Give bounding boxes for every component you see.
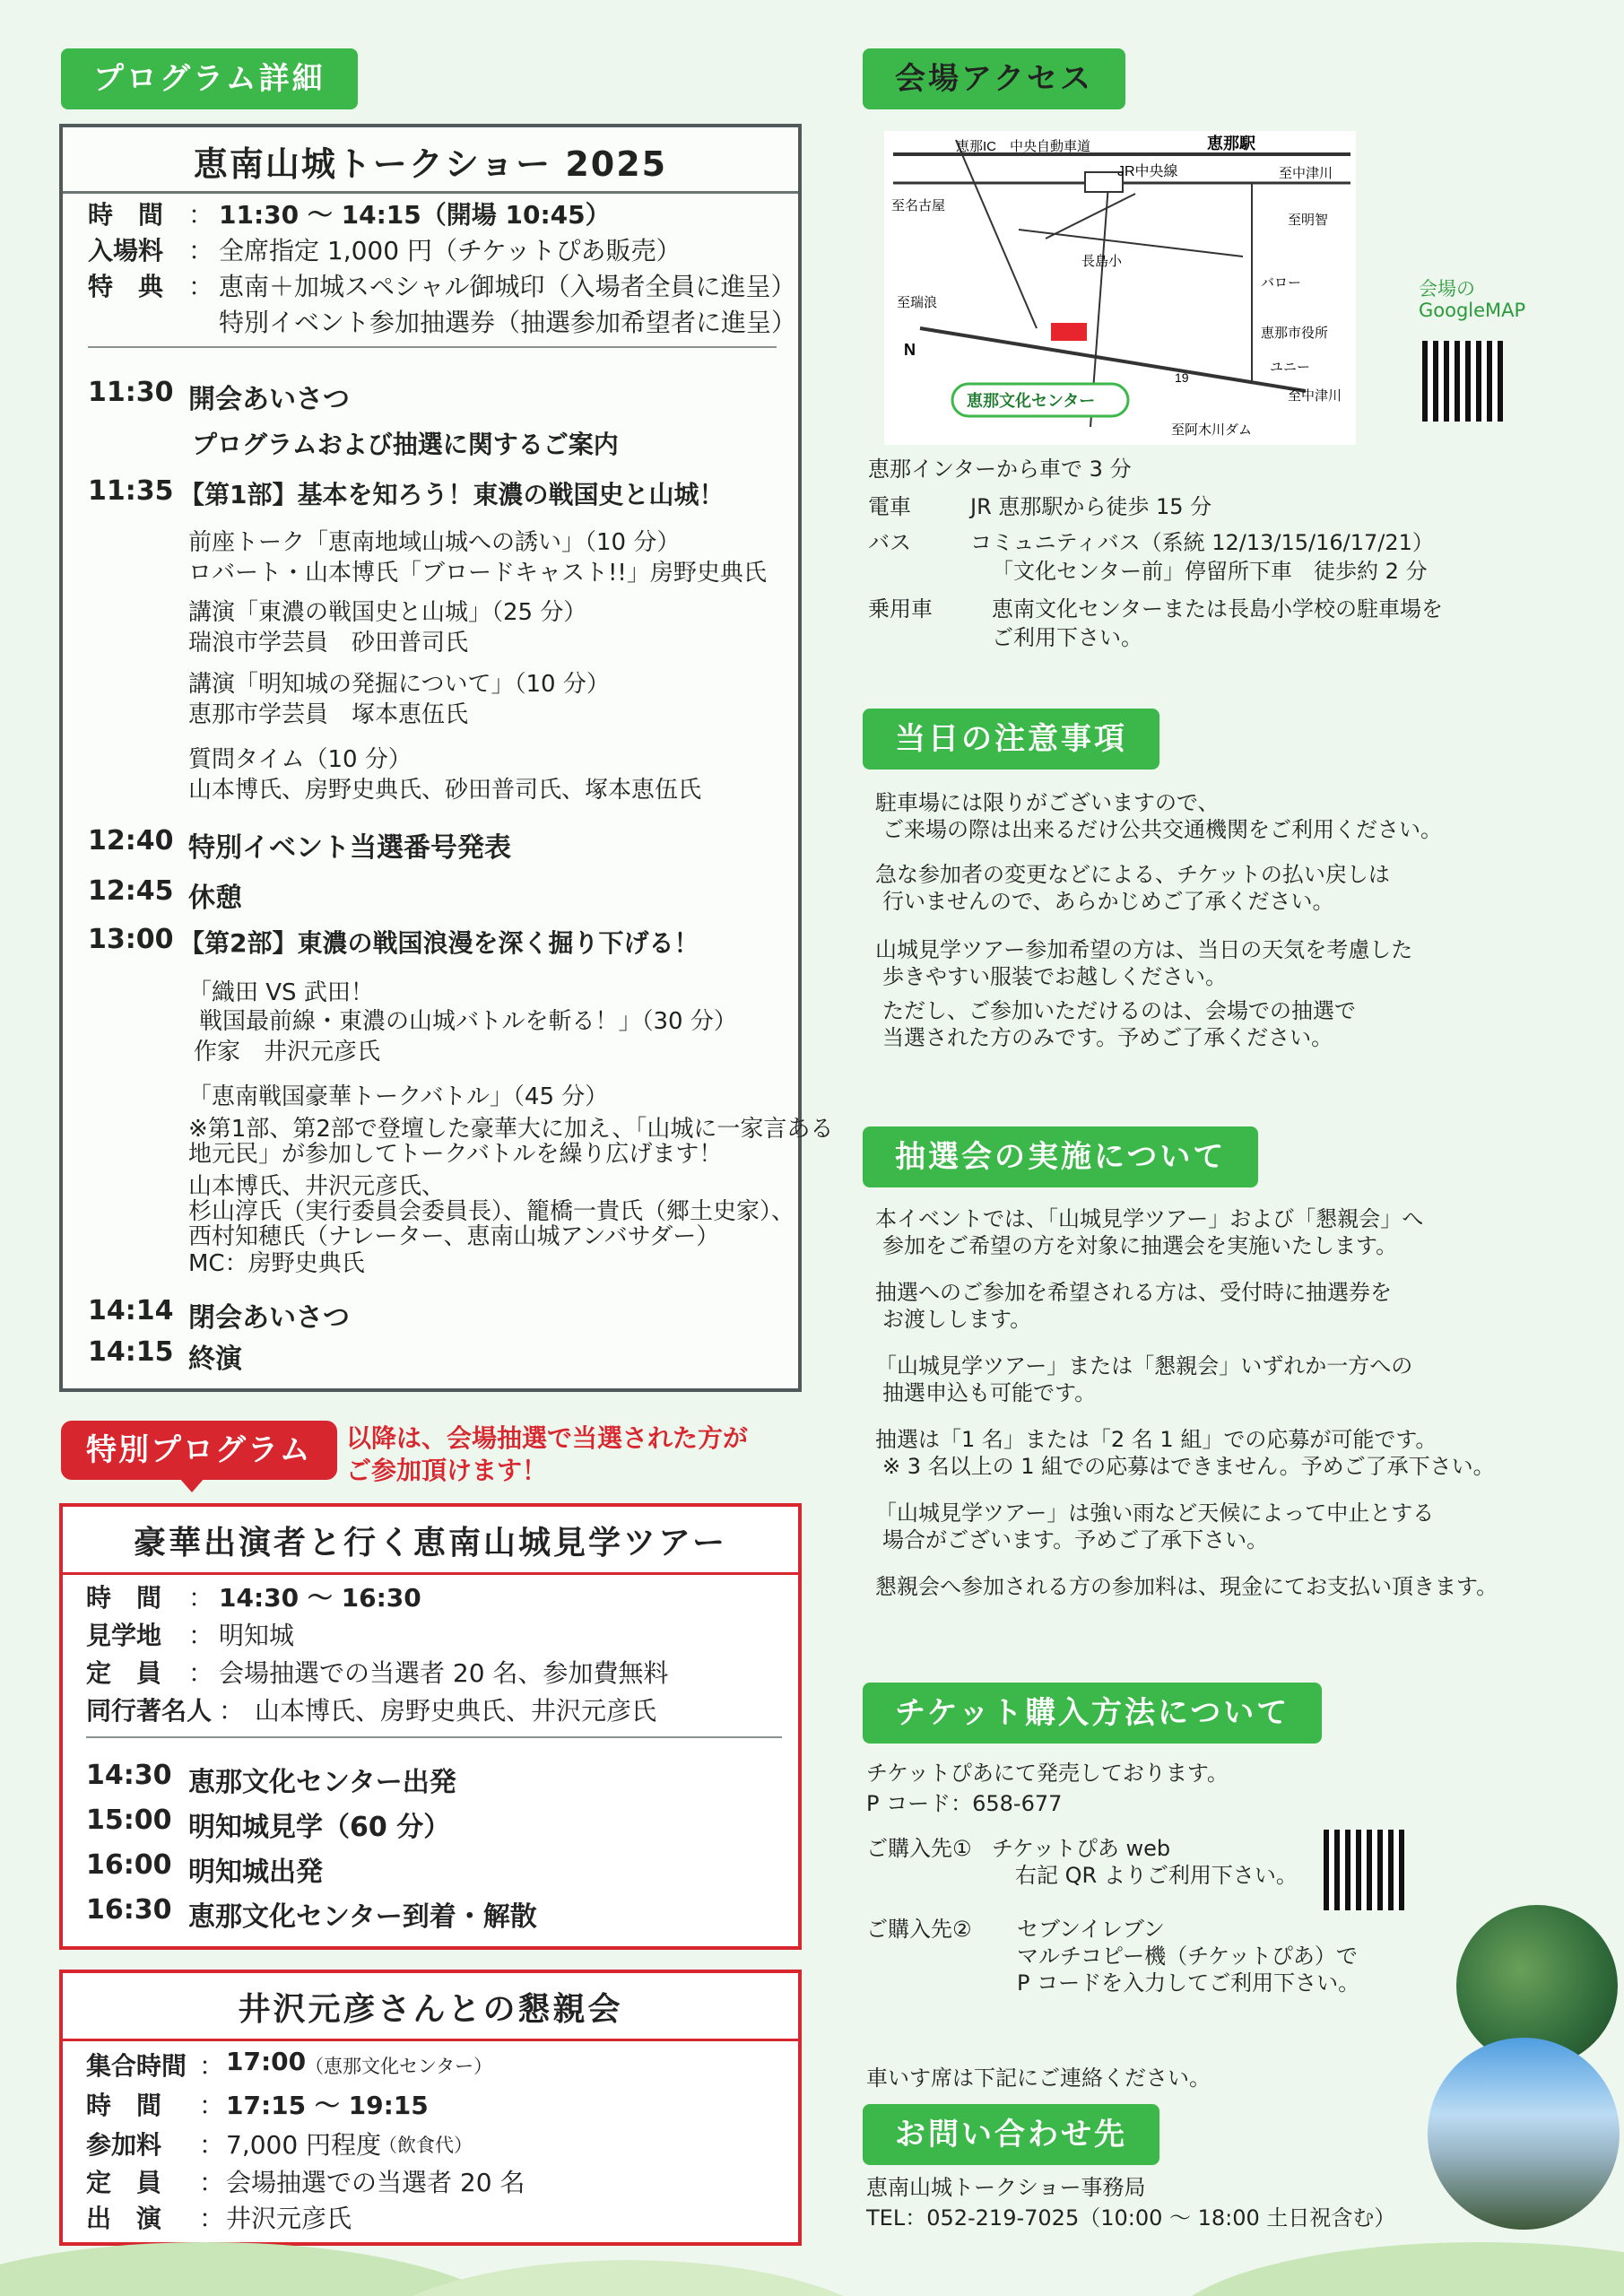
- party-label: 定 員: [86, 2168, 162, 2197]
- map-label: 至中津川: [1279, 166, 1333, 181]
- tour-label: 時 間: [86, 1583, 162, 1613]
- schedule-time: 11:35: [88, 475, 174, 507]
- lottery-line: 「山城見学ツアー」または「懇親会」いずれか一方への: [875, 1353, 1413, 1378]
- lottery-line: お渡しします。: [882, 1307, 1032, 1332]
- notice-line: ただし、ご参加いただけるのは、会場での抽選で: [882, 998, 1356, 1023]
- part2-item: 戦国最前線・東濃の山城バトルを斬る！」（30 分）: [199, 1008, 737, 1035]
- ticket-qr[interactable]: [1324, 1830, 1404, 1910]
- party-label: 時 間: [86, 2091, 162, 2120]
- ticket-buy2-label: ご購入先②: [866, 1917, 972, 1942]
- schedule-title: 閉会あいさつ: [188, 1302, 350, 1334]
- info-label-time: 時 間: [88, 200, 164, 230]
- info-value-bonus: 恵南＋加城スペシャル御城印（入場者全員に進呈）: [219, 272, 796, 301]
- access-bus-detail: コミュニティバス（系統 12/13/15/16/17/21）: [970, 530, 1434, 555]
- lottery-line: ※ 3 名以上の 1 組での応募はできません。予めご了承下さい。: [882, 1454, 1495, 1479]
- map-label: JR中央線: [1117, 164, 1178, 179]
- notice-line: 駐車場には限りがございますので、: [875, 790, 1220, 815]
- party-title: 井沢元彦さんとの懇親会: [63, 1973, 798, 2041]
- notice-line: 行いませんので、あらかじめご了承ください。: [882, 889, 1334, 914]
- party-note: （恵那文化センター）: [305, 2056, 493, 2077]
- tour-time: 14:30: [86, 1760, 172, 1791]
- ticket-line1: チケットぴあにて発売しております。: [866, 1761, 1229, 1786]
- map-label: 恵那IC: [956, 139, 997, 154]
- party-value: 会場抽選での当選者 20 名: [226, 2168, 525, 2197]
- ticket-buy2-line: P コードを入力してご利用下さい。: [1017, 1970, 1360, 1996]
- part1-item: 瑞浪市学芸員 砂田普司氏: [188, 630, 469, 657]
- tour-step: 明知城見学（60 分）: [188, 1812, 451, 1843]
- access-train-detail: JR 恵那駅から徒歩 15 分: [970, 494, 1212, 519]
- tour-step: 明知城出発: [188, 1857, 323, 1888]
- map-svg: [884, 131, 1356, 445]
- access-train-label: 電車: [868, 494, 911, 519]
- special-note-line2: ご参加頂けます！: [346, 1456, 548, 1485]
- map-label: 至明智: [1288, 213, 1329, 228]
- part1-item: 質問タイム（10 分）: [188, 746, 412, 773]
- lottery-line: 本イベントでは、「山城見学ツアー」および「懇親会」へ: [875, 1206, 1424, 1231]
- party-label: 集合時間: [86, 2051, 187, 2081]
- access-header: 会場アクセス: [863, 48, 1125, 109]
- map-label: 中央自動車道: [1010, 139, 1091, 154]
- schedule-time: 12:40: [88, 825, 174, 857]
- map-label: 19: [1175, 370, 1189, 385]
- ticket-buy1-label: ご購入先①: [866, 1836, 972, 1861]
- gmap-label-2: GoogleMAP: [1419, 300, 1526, 321]
- access-bus-label: バス: [868, 530, 911, 555]
- info-label-bonus: 特 典: [88, 272, 164, 301]
- divider: [88, 346, 777, 348]
- divider: [86, 1736, 782, 1738]
- map-label: 至瑞浪: [897, 295, 938, 310]
- schedule-time: 13:00: [88, 924, 174, 955]
- contact-header: お問い合わせ先: [863, 2104, 1159, 2165]
- access-item-1: 恵那インターから車で 3 分: [868, 457, 1132, 482]
- map-label: N: [904, 341, 916, 359]
- lottery-line: 「山城見学ツアー」は強い雨など天候によって中止とする: [875, 1500, 1435, 1526]
- special-badge: 特別プログラム: [61, 1421, 337, 1480]
- party-box: [59, 1970, 802, 2246]
- part2-item: MC：房野史典氏: [188, 1250, 365, 1277]
- schedule-time: 14:14: [88, 1295, 174, 1326]
- tour-step: 恵那文化センター到着・解散: [188, 1901, 537, 1933]
- party-label: 参加料: [86, 2130, 162, 2160]
- part2-item: 作家 井沢元彦氏: [194, 1039, 381, 1065]
- party-label: 出 演: [86, 2204, 162, 2233]
- notice-line: 当選された方のみです。予めご了承ください。: [882, 1025, 1333, 1050]
- notice-line: ご来場の際は出来るだけ公共交通機関をご利用ください。: [882, 817, 1442, 842]
- lottery-line: 抽選へのご参加を希望される方は、受付時に抽選券を: [875, 1280, 1392, 1305]
- schedule-time: 12:45: [88, 875, 174, 907]
- gmap-label-1: 会場の: [1419, 278, 1475, 300]
- venue-map: [884, 131, 1356, 445]
- special-note-line1: 以降は、会場抽選で当選された方が: [346, 1423, 749, 1453]
- schedule-title: 終演: [188, 1344, 242, 1375]
- schedule-title: プログラムおよび抽選に関するご案内: [192, 430, 619, 459]
- part1-item: ロバート・山本博氏「ブロードキャスト!!」房野史典氏: [188, 560, 767, 587]
- tour-time: 16:30: [86, 1894, 172, 1926]
- map-label: 恵那市役所: [1261, 326, 1329, 341]
- info-value-fee: 全席指定 1,000 円（チケットぴあ販売）: [219, 236, 682, 265]
- schedule-title: 開会あいさつ: [188, 384, 350, 415]
- access-car-label: 乗用車: [868, 596, 933, 622]
- tour-value: 山本博氏、房野史典氏、井沢元彦氏: [255, 1696, 657, 1726]
- ticket-buy1-line: チケットぴあ web: [992, 1836, 1171, 1861]
- part1-item: 山本博氏、房野史典氏、砂田普司氏、塚本恵伍氏: [188, 777, 702, 804]
- tour-title: 豪華出演者と行く恵南山城見学ツアー: [63, 1507, 798, 1575]
- tour-time: 15:00: [86, 1805, 172, 1836]
- lottery-header: 抽選会の実施について: [863, 1126, 1258, 1187]
- party-value: 17:15 〜 19:15: [226, 2091, 429, 2120]
- lottery-line: 参加をご希望の方を対象に抽選会を実施いたします。: [882, 1233, 1398, 1258]
- schedule-title: 【第2部】東濃の戦国浪漫を深く掘り下げる！: [179, 928, 699, 958]
- access-car-detail: ご利用下さい。: [992, 625, 1142, 650]
- schedule-title: 特別イベント当選番号発表: [188, 832, 511, 864]
- part1-item: 前座トーク「恵南地域山城への誘い」（10 分）: [188, 529, 681, 556]
- part2-item: 「恵南戦国豪華トークバトル」（45 分）: [188, 1083, 609, 1110]
- info-value-time: 11:30 〜 14:15（開場 10:45）: [219, 200, 611, 230]
- landscape-photo: [1428, 2038, 1620, 2230]
- part2-item: 山本博氏、井沢元彦氏、: [188, 1173, 446, 1200]
- part2-item: 西村知穂氏（ナレーター、恵南山城アンバサダー）: [188, 1223, 720, 1250]
- party-value: 7,000 円程度: [226, 2130, 382, 2160]
- tour-time: 16:00: [86, 1849, 172, 1881]
- map-label: 長島小: [1081, 254, 1123, 269]
- tour-value: 14:30 〜 16:30: [219, 1583, 421, 1613]
- schedule-title: 休憩: [188, 883, 242, 914]
- tour-label: 同行著名人: [86, 1696, 213, 1726]
- map-label: ユニー: [1270, 360, 1311, 375]
- lottery-line: 懇親会へ参加される方の参加料は、現金にてお支払い頂きます。: [875, 1574, 1498, 1599]
- decor-hill: [1166, 2242, 1624, 2296]
- lottery-line: 抽選申込も可能です。: [882, 1380, 1097, 1405]
- info-label-fee: 入場料: [88, 236, 164, 265]
- party-value: 井沢元彦氏: [226, 2204, 352, 2233]
- tour-value: 会場抽選での当選者 20 名、参加費無料: [219, 1658, 669, 1688]
- notice-header: 当日の注意事項: [863, 709, 1159, 770]
- access-bus-detail: 「文化センター前」停留所下車 徒歩約 2 分: [992, 559, 1428, 584]
- map-label: 恵那駅: [1207, 135, 1255, 152]
- part2-item: 杉山淳氏（実行委員会委員長）、籠橋一貴氏（郷土史家）、: [188, 1198, 795, 1225]
- info-value-bonus2: 特別イベント参加抽選券（抽選参加希望者に進呈）: [219, 308, 797, 337]
- schedule-title: 【第1部】基本を知ろう！東濃の戦国史と山城！: [179, 480, 725, 509]
- map-label: バロー: [1261, 275, 1302, 291]
- map-label: 至中津川: [1288, 388, 1342, 404]
- part2-item: ※第1部、第2部で登壇した豪華大に加え、「山城に一家言ある: [188, 1116, 834, 1143]
- part2-item: 地元民」が参加してトークバトルを繰り広げます！: [188, 1141, 723, 1168]
- badge-pointer: [179, 1478, 204, 1492]
- map-label: 至名古屋: [891, 198, 946, 213]
- notice-line: 歩きやすい服装でお越しください。: [882, 964, 1227, 989]
- ticket-pcode: P コード：658-677: [866, 1791, 1063, 1816]
- party-note: （飲食代）: [378, 2135, 473, 2156]
- program-title: 恵南山城トークショー 2025: [63, 127, 798, 194]
- tour-value: 明知城: [219, 1621, 295, 1650]
- lottery-line: 場合がございます。予めご了承下さい。: [882, 1527, 1269, 1552]
- contact-tel: TEL：052-219-7025（10:00 〜 18:00 土日祝含む）: [866, 2205, 1396, 2231]
- ticket-buy2-line: セブンイレブン: [1017, 1917, 1165, 1942]
- ticket-header: チケット購入方法について: [863, 1683, 1322, 1744]
- ticket-buy2-line: マルチコピー機（チケットぴあ）で: [1017, 1944, 1358, 1969]
- wheelchair-note: 車いす席は下記にご連絡ください。: [866, 2066, 1211, 2091]
- tour-step: 恵那文化センター出発: [188, 1767, 456, 1798]
- part1-item: 講演「東濃の戦国史と山城」（25 分）: [188, 599, 587, 626]
- schedule-time: 11:30: [88, 377, 174, 408]
- ticket-buy1-line: 右記 QR よりご利用下さい。: [1015, 1863, 1298, 1888]
- part1-item: 恵那市学芸員 塚本恵伍氏: [188, 701, 469, 728]
- tour-label: 見学地: [86, 1621, 162, 1650]
- notice-line: 急な参加者の変更などによる、チケットの払い戻しは: [875, 862, 1390, 887]
- tour-label: 定 員: [86, 1658, 162, 1688]
- map-venue-label: 恵那文化センター: [967, 392, 1096, 410]
- program-header: プログラム詳細: [61, 48, 358, 109]
- schedule-time: 14:15: [88, 1336, 174, 1368]
- map-label: 至阿木川ダム: [1171, 422, 1253, 438]
- access-car-detail: 恵南文化センターまたは長島小学校の駐車場を: [992, 596, 1444, 622]
- contact-org: 恵南山城トークショー事務局: [866, 2175, 1146, 2200]
- lottery-line: 抽選は「1 名」または「2 名 1 組」での応募が可能です。: [875, 1427, 1437, 1452]
- notice-line: 山城見学ツアー参加希望の方は、当日の天気を考慮した: [875, 937, 1413, 962]
- part1-item: 講演「明知城の発掘について」（10 分）: [188, 671, 610, 698]
- party-value: 17:00: [226, 2047, 307, 2076]
- part2-item: 「織田 VS 武田！: [188, 979, 374, 1006]
- google-map-qr[interactable]: [1422, 341, 1503, 422]
